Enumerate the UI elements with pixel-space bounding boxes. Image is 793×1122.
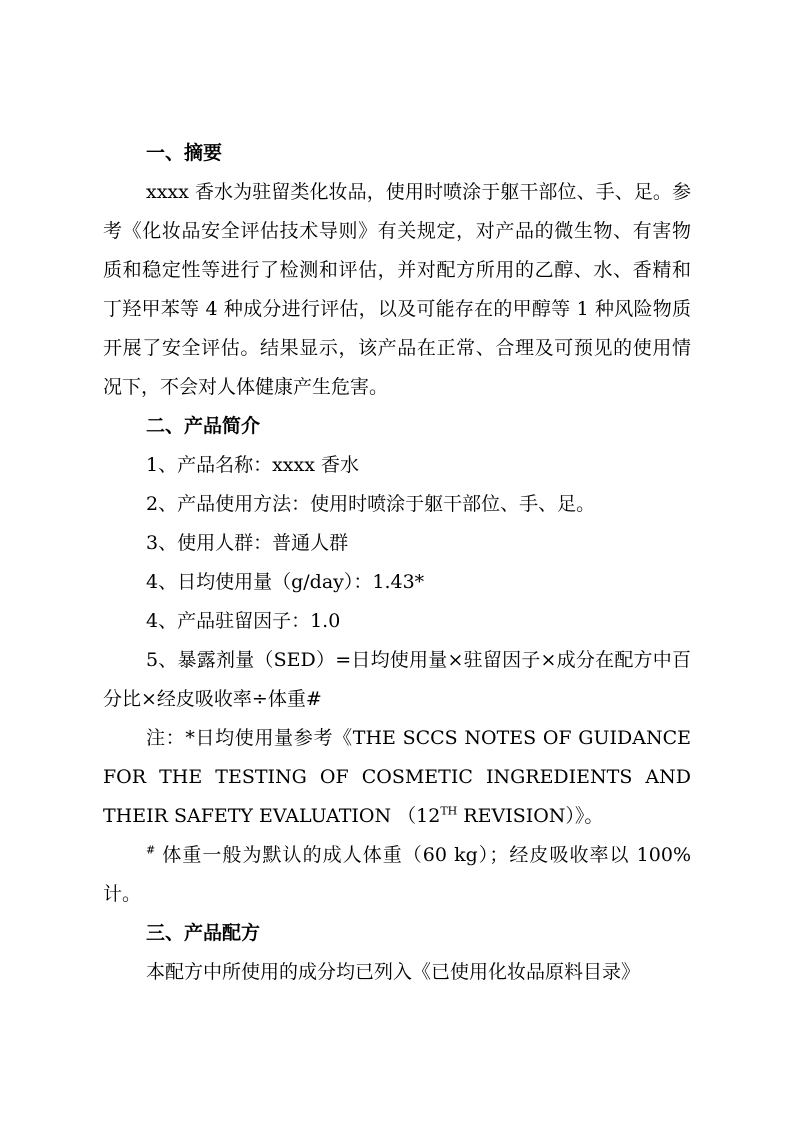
formula-paragraph: 本配方中所使用的成分均已列入《已使用化妆品原料目录》	[146, 961, 641, 983]
exposure-dose-item: 5、暴露剂量（SED）=日均使用量×驻留因子×成分在配方中百分比×经皮吸收率÷体重#	[103, 649, 691, 710]
retention-factor-item: 4、产品驻留因子：1.0	[146, 610, 341, 632]
note-body-weight-text: 体重一般为默认的成人体重（60 kg）；经皮吸收率以 100%计。	[103, 844, 691, 905]
note-superscript: TH	[440, 804, 458, 818]
target-users-item: 3、使用人群：普通人群	[146, 532, 349, 554]
note-body-weight	[103, 836, 691, 914]
summary-paragraph: xxxx 香水为驻留类化妆品，使用时喷涂于躯干部位、手、足。参考《化妆品安全评估技术导则》有关规定，对产品的微生物、有害物质和稳定性等进行了检测和评估，并对配方所用的乙醇、水、香精和丁羟甲苯等 4 种成分进行评估，以及可能存在的甲醇等 1 种风险物质开展了安全评估。结果显示，该产品在正常、合理及可预见的使用情况下，不会对人体健康产生危害。	[103, 181, 691, 398]
note-daily-amount-tail: REVISION）》。	[457, 805, 604, 827]
product-name-item: 1、产品名称：xxxx 香水	[146, 454, 359, 476]
note-hash-mark: #	[146, 843, 156, 857]
usage-method-item: 2、产品使用方法：使用时喷涂于躯干部位、手、足。	[146, 493, 596, 515]
section-heading-product-intro: 二、产品简介	[146, 415, 261, 437]
section-heading-formula: 三、产品配方	[146, 922, 261, 944]
note-daily-amount-text: 注：*日均使用量参考《THE SCCS NOTES OF GUIDANCE FOR THE TESTING OF COSMETIC INGREDIENTS AND THEIR SAFETY EVALUATION （12	[103, 727, 691, 827]
daily-amount-item: 4、日均使用量（g/day）：1.43*	[146, 571, 425, 593]
section-heading-summary: 一、摘要	[146, 142, 223, 164]
note-daily-amount	[103, 719, 691, 836]
